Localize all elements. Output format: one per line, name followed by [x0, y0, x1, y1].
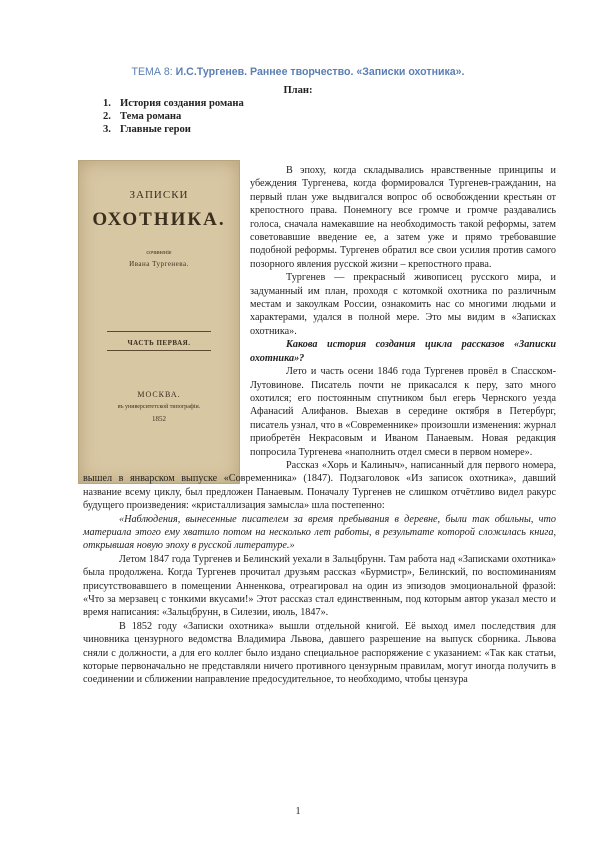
topic-title-text: И.С.Тургенев. Раннее творчество. «Записки охотника».: [175, 66, 465, 78]
paragraph: В эпоху, когда складывались нравственные принципы и убеждения Тургенева, когда формировался Тургенев-гражданин, на первый план уже выдвигался вопрос об освобождении крестьян от крепостного права. Понемногу все громче и громче раздавались голоса, сначала намекавшие на необходимость такой реформы, затем советовавшие введение ее, а затем уже и прямо требовавшие подобной реформы. Тургенев обратил все свои усилия против самого позорного явления русской жизни – крепостного права.: [250, 165, 556, 270]
cover-year: 1852: [152, 415, 166, 423]
cover-line: сочиненіе: [146, 250, 172, 256]
plan-item-number: 1.: [103, 98, 111, 109]
plan-list: [103, 97, 244, 137]
plan-item-number: 2.: [103, 111, 111, 123]
plan-item: [103, 110, 244, 123]
cover-title: ОХОТНИКА.: [92, 209, 226, 230]
paragraph: Рассказ «Хорь и Калиныч», написанный для первого номера, вышел в январском выпуске «Современника» (1847). Подзаголовок «Из записок охотника», давший название всему циклу, был предложен Панаевым. Поначалу Тургенев не слишком отчётливо видел ракурс будущего произведения: «кристаллизация замысла» шла постепенно:: [83, 459, 556, 512]
cover-city: МОСКВА.: [137, 390, 181, 399]
cover-publisher: въ университетской типографіи.: [117, 404, 201, 410]
plan-item-number: 3.: [103, 124, 111, 136]
section-question: Какова история создания цикла рассказов «Записки охотника»?: [250, 339, 556, 364]
cover-part: ЧАСТЬ ПЕРВАЯ.: [127, 339, 191, 347]
cover-line: ЗАПИСКИ: [129, 189, 189, 201]
image-spacer: [83, 164, 250, 467]
page-number: 1: [295, 806, 301, 817]
plan-heading: План:: [283, 85, 313, 96]
plan-item-text: История создания романа: [120, 98, 244, 109]
body-text: [83, 164, 556, 687]
plan-item-text: Тема романа: [120, 111, 182, 123]
quote: «Наблюдения, вынесенные писателем за время пребывания в деревне, были так обильны, что материала этого ему хватило потом на несколько лет работы, в результате которой сложилась книга, открывшая новую эпоху в русской литературе.»: [83, 513, 556, 552]
paragraph: Летом 1847 года Тургенев и Белинский уехали в Зальцбрунн. Там работа над «Записками охотника» была продолжена. Когда Тургенев прочитал друзьям рассказ «Бурмистр», Белинский, по воспоминаниям присутствовавшего в помещении Анненкова, отреагировал на один из эпизодов эмоциональной фразой: «Что за мерзавец с тонкими вкусами!» Этот рассказ стал единственным, под которым автор указал место и время написания: «Зальцбрунн, в Силезии, июль, 1847».: [83, 553, 556, 619]
plan-item: [103, 97, 244, 110]
paragraph: В 1852 году «Записки охотника» вышли отдельной книгой. Её выход имел последствия для чиновника цензурного ведомства Владимира Львова, давшего разрешение на выпуск сборника. Львова сняли с должности, а для его коллег было издано специальное распоряжение с указанием: «Так как статьи, которые первоначально не представляли ничего противного цензурным правилам, могут иногда получить в соединении и сближении направление предосудительное, то необходимо, чтобы цензура: [83, 620, 556, 686]
topic-title: [40, 66, 556, 79]
topic-prefix: ТЕМА 8:: [131, 66, 176, 78]
paragraph: Тургенев — прекрасный живописец русского мира, и задуманный им план, проходя с котомкой охотника по различным местам и закоулкам России, ознакомить нас со многими людьми и характерами, удался в полной мере. Это мы видим в «Записках охотника».: [250, 272, 556, 337]
cover-author: Ивана Тургенева.: [129, 260, 189, 268]
plan-item-text: Главные герои: [120, 124, 191, 136]
paragraph: Лето и часть осени 1846 года Тургенев провёл в Спасском-Лутовинове. Писатель почти не прикасался к перу, зато много охотился; его постоянным спутником был егерь Чернского уезда Афанасий Алифанов. Выехав в середине октября в Петербург, писатель узнал, что в «Современнике» произошли изменения: журнал приобретён Некрасовым и Иваном Панаевым. Новая редакция попросила Тургенева «наполнить отдел смеси в первом номере».: [250, 366, 556, 458]
plan-item: [103, 123, 244, 136]
